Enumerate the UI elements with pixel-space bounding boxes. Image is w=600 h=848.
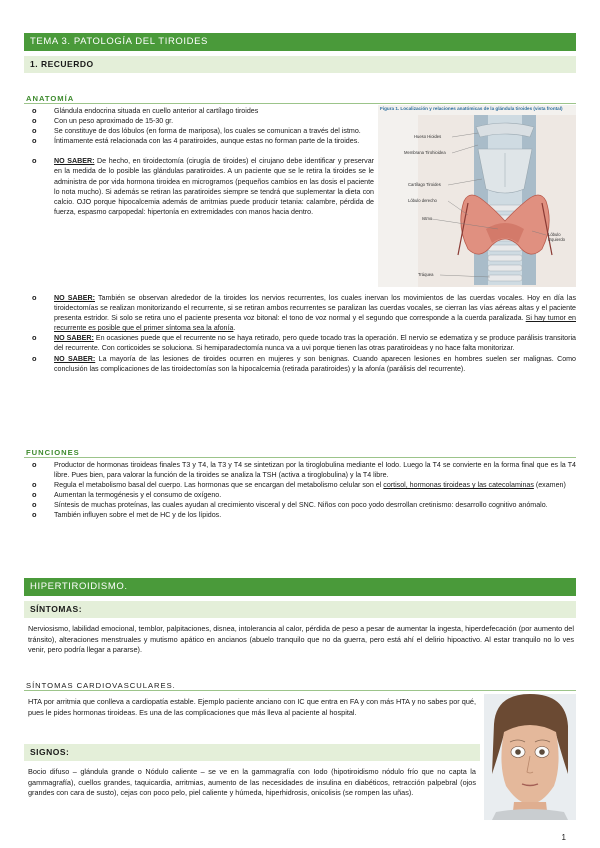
signos-title: SIGNOS:	[30, 747, 70, 757]
anatomia-item: o Se constituye de dos lóbulos (en forma de mariposa), los cuales se comunican a través del istmo.	[24, 126, 374, 136]
funcion-text: Regula el metabolismo basal del cuerpo. Las hormonas que se encargan del metabolismo celular son el	[54, 481, 384, 490]
note-text: De hecho, en tiroidectomía (cirugía de tiroides) el cirujano debe identificar y preservar en la medida de lo posible las glándulas paratiroides. A un paciente que se le retira la tiroides se le administra de por vida hormona tiroidea en microgramos (pequeños cambios en las dosis el paciente lo nota mucho). Si además se retiran las paratiroides siempre se tendrá que suplementar la dieta con calcio. OJO porque hipocalcemia además de arritmias puede producir tetania: calambre, pérdida de fuerza, espasmo carpopedal: hipertonía en extremidades con manos hacia dentro.	[54, 157, 374, 216]
label-hueso-hioides: Hueso Hioides	[414, 134, 442, 139]
note-text: La mayoría de las lesiones de tiroides ocurren en mujeres y son benignas. Cuando aparecen lesiones en hombres suelen ser malignas. Como conclusión las complicaciones de las tiroidectomías son la hipocalcemia (retirada paratiroides) y la afonía (parálisis del recurrente).	[54, 354, 576, 373]
label-membrana: Membrana Tirohioidea	[404, 150, 446, 155]
hipertiroidismo-bar	[24, 578, 576, 596]
cardio-text: HTA por arritmia que conlleva a cardiopatía estable. Ejemplo paciente anciano con IC que entra en FA y con más HTA y no sabes por qué, pues le pides hormonas tiroideas. Es una de las complicaciones que más lleva al paciente al hospital.	[28, 697, 476, 717]
note-end: .	[233, 324, 236, 333]
signos-bar	[24, 744, 480, 761]
funcion-item: o Aumentan la termogénesis y el consumo de oxígeno.	[24, 490, 576, 500]
section-recuerdo-title: 1. RECUERDO	[30, 59, 94, 69]
funciones-rule	[24, 457, 576, 458]
figure-caption: Figura 1. Localización y relaciones anatómicas de la glándula tiroides (vista frontal)	[380, 106, 563, 111]
no-saber-tag: NO SABER:	[54, 334, 94, 343]
chapter-title: TEMA 3. PATOLOGÍA DEL TIROIDES	[30, 36, 208, 47]
funcion-item: o Síntesis de muchas proteínas, las cuales ayudan al crecimiento visceral y del SNC. Niños con poco yodo desrrollan cretinismo: desarrollo cognitivo anómalo.	[24, 500, 576, 510]
thyroid-illustration	[378, 105, 576, 287]
patient-face-illustration	[484, 694, 576, 820]
no-saber-tag: NO SABER:	[54, 354, 96, 363]
no-saber-tag: NO SABER:	[54, 157, 95, 166]
anatomia-item: o Con un peso aproximado de 15-30 gr.	[24, 116, 374, 126]
anatomia-note	[24, 293, 576, 333]
label-cartilago: Cartílago Tiroides	[408, 182, 441, 187]
label-traquea: Tráquea	[418, 272, 434, 277]
sintomas-title: SÍNTOMAS:	[30, 604, 83, 614]
funcion-text-end: (examen)	[533, 481, 566, 490]
funcion-item: o También influyen sobre el met de HC y de los lípidos.	[24, 510, 576, 520]
label-istmo: Istmo	[422, 216, 433, 221]
funcion-underlined: cortisol, hormonas tiroideas y las catecolaminas	[383, 481, 534, 490]
cardio-rule	[24, 690, 576, 691]
funciones-list	[24, 460, 576, 521]
label-lobulo-derecho: Lóbulo derecho	[408, 198, 437, 203]
note-underlined: Si hay tumor en recurrente es posible que el primer síntoma sea la afonía	[54, 314, 576, 333]
anatomia-list	[24, 106, 374, 217]
anatomia-item: o Glándula endocrina situada en cuello anterior al cartílago tiroides	[24, 106, 374, 116]
funcion-item: o Productor de hormonas tiroideas finales T3 y T4, la T3 y T4 se sintetizan por la tiroglobulina mediante el Iodo. Luego la T4 se convierte en la forma final que es la T4 libre. Pues bien, para valorar la función de la tiroides se analiza la TSH (activa a tiroglobulina) y la T4 libre.	[24, 460, 576, 480]
thyroid-anatomy-figure	[378, 105, 576, 287]
anatomia-note	[24, 333, 576, 353]
page-number: 1	[561, 833, 566, 842]
hipertiroidismo-title: HIPERTIROIDISMO.	[30, 581, 128, 592]
anatomia-note	[24, 354, 576, 374]
funcion-item	[24, 480, 576, 490]
sintomas-bar	[24, 601, 576, 618]
funciones-heading: FUNCIONES	[26, 448, 80, 457]
cardio-heading: SÍNTOMAS CARDIOVASCULARES.	[26, 681, 176, 690]
anatomia-rule	[24, 103, 576, 104]
note-text: También se observan alrededor de la tiroides los nervios recurrentes, los cuales inervan los movimientos de las cuerdas vocales. Hoy en día las tiroidectomías se realizan monitorizando el recurrente, si se retiran ambos recurrentes se paralizan las cuerdas vocales, se cierran las vías aéreas altas y el paciente presenta estridor. Si solo se retira uno el paciente presenta voz bitonal: el tono de voz normal y el segundo que corresponde a la cuerda paralizada.	[54, 294, 576, 323]
signos-text: Bocio difuso – glándula grande o Nódulo caliente – se ve en la gammagrafía con Iodo (hipotiroidismo nódulo frío que no capta la gammagrafía), cuellos grandes, taquicardia, arritmias, aumento de las necesidades de insulina en diabéticos, retracción palpebral (ojos grandes con cara de susto), cejas con poco pelo, piel caliente y húmeda, hiperhidrosis, onicolisis (se rompen las uñas).	[28, 767, 476, 798]
anatomia-heading: ANATOMÍA	[26, 94, 75, 103]
no-saber-tag: NO SABER:	[54, 294, 95, 302]
anatomia-item: o Íntimamente está relacionada con las 4 paratiroides, aunque estas no forman parte de la tiroides.	[24, 136, 374, 146]
chapter-title-bar	[24, 33, 576, 51]
label-lobulo-izquierdo: Lóbulo izquierdo	[548, 232, 565, 242]
sintomas-text: Nerviosismo, labilidad emocional, temblor, palpitaciones, disnea, intolerancia al calor, pérdida de peso a pesar de aumentar la ingesta, hiperdefecación (por aumento del tránsito), alteraciones menstruales y mutismo apático en ancianos (abuelo tranquilo que no da guerra, pero está ahí el delirio hipoactivo. Al estar tranquilo no lo ves venir, pero podría llegar a pararse).	[28, 624, 574, 655]
anatomia-note	[24, 156, 374, 217]
patient-photo	[484, 694, 576, 820]
note-text: En ocasiones puede que el recurrente no se haya retirado, pero quede tocado tras la operación. El nervio se edematiza y se produce parálisis transitoria del recurrente. Con corticoides se soluciona. Si hemiparadectomía nunca va a uvi porque tienen las otras paratiroideas y no hace falta monitorizar.	[54, 334, 576, 353]
section-recuerdo-bar	[24, 56, 576, 73]
anatomia-notes-list	[24, 293, 576, 374]
